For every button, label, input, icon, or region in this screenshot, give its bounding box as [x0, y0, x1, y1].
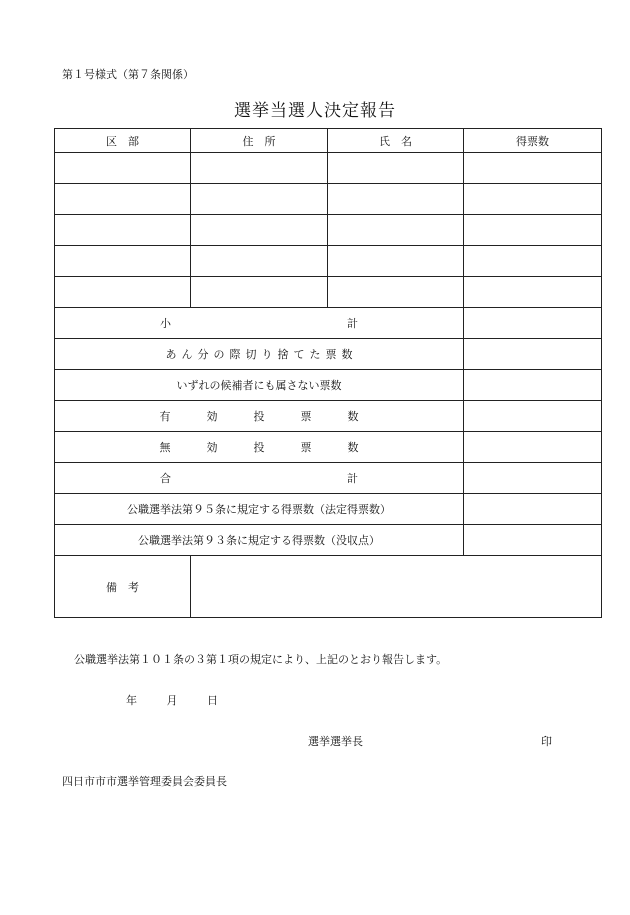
- header-district: 区 部: [55, 129, 191, 153]
- header-votes: 得票数: [464, 129, 602, 153]
- summary-label: [55, 308, 534, 339]
- valid-votes-row: [55, 401, 602, 432]
- summary-value-cell[interactable]: [464, 370, 602, 401]
- summary-label: [55, 370, 464, 401]
- summary-value-cell[interactable]: [464, 525, 602, 556]
- table-cell[interactable]: [328, 184, 464, 215]
- table-row: [55, 153, 602, 184]
- date-year-label: 年: [126, 694, 137, 707]
- table-cell[interactable]: [464, 184, 602, 215]
- remarks-cell[interactable]: [191, 556, 602, 618]
- summary-text: 小計: [160, 317, 534, 330]
- header-address: 住 所: [191, 129, 328, 153]
- table-cell[interactable]: [464, 215, 602, 246]
- committee-chair: 四日市市市選挙管理委員会委員長: [62, 775, 227, 788]
- summary-value-cell[interactable]: [464, 432, 602, 463]
- date-month-label: 月: [166, 694, 178, 707]
- table-cell[interactable]: [191, 246, 328, 277]
- table-cell[interactable]: [328, 215, 464, 246]
- summary-label: [55, 525, 464, 556]
- invalid-votes-row: [55, 432, 602, 463]
- remarks-label: 備 考: [55, 556, 191, 618]
- table-row: [55, 215, 602, 246]
- table-cell[interactable]: [191, 184, 328, 215]
- summary-text: 無効投票数: [159, 441, 395, 454]
- header-name: 氏 名: [328, 129, 464, 153]
- summary-label: [55, 463, 534, 494]
- table-header-row: [55, 129, 602, 153]
- report-statement: 公職選挙法第１０１条の３第１項の規定により、上記のとおり報告します。: [74, 653, 448, 666]
- table-cell[interactable]: [328, 153, 464, 184]
- date-line: [126, 692, 244, 708]
- date-day-label: 日: [207, 694, 218, 707]
- summary-text: 合計: [160, 472, 534, 485]
- table-row: [55, 184, 602, 215]
- form-number: 第１号様式（第７条関係）: [62, 68, 194, 81]
- subtotal-row: [55, 308, 602, 339]
- summary-label: [55, 494, 464, 525]
- summary-value-cell[interactable]: [464, 339, 602, 370]
- seal-mark: 印: [541, 735, 552, 748]
- summary-text: 公職選挙法第９３条に規定する得票数（没収点）: [138, 534, 380, 547]
- table-cell[interactable]: [464, 246, 602, 277]
- summary-text: 有効投票数: [159, 410, 395, 423]
- summary-label: [55, 432, 464, 463]
- summary-text: あん分の際切り捨てた票数: [165, 348, 358, 361]
- table-cell[interactable]: [464, 277, 602, 308]
- remarks-row: [55, 556, 602, 618]
- document-title: 選挙当選人決定報告: [234, 101, 396, 121]
- total-row: [55, 463, 602, 494]
- table-row: [55, 246, 602, 277]
- summary-value-cell[interactable]: [464, 401, 602, 432]
- table-cell[interactable]: [328, 277, 464, 308]
- election-chief-label: 選挙選挙長: [308, 735, 363, 748]
- table-cell[interactable]: [55, 184, 191, 215]
- table-cell[interactable]: [328, 246, 464, 277]
- unassigned-votes-row: [55, 370, 602, 401]
- table-cell[interactable]: [464, 153, 602, 184]
- report-table: [54, 128, 602, 618]
- summary-label: [55, 401, 464, 432]
- table-cell[interactable]: [55, 246, 191, 277]
- table-cell[interactable]: [191, 215, 328, 246]
- summary-text: いずれの候補者にも属さない票数: [176, 379, 342, 392]
- table-cell[interactable]: [55, 215, 191, 246]
- table-row: [55, 277, 602, 308]
- summary-value-cell[interactable]: [464, 494, 602, 525]
- forfeiture-votes-row: [55, 525, 602, 556]
- table-cell[interactable]: [55, 277, 191, 308]
- table-cell[interactable]: [191, 153, 328, 184]
- rounded-off-votes-row: [55, 339, 602, 370]
- table-cell[interactable]: [191, 277, 328, 308]
- statutory-votes-row: [55, 494, 602, 525]
- summary-label: [55, 339, 464, 370]
- table-cell[interactable]: [55, 153, 191, 184]
- summary-text: 公職選挙法第９５条に規定する得票数（法定得票数）: [127, 503, 391, 516]
